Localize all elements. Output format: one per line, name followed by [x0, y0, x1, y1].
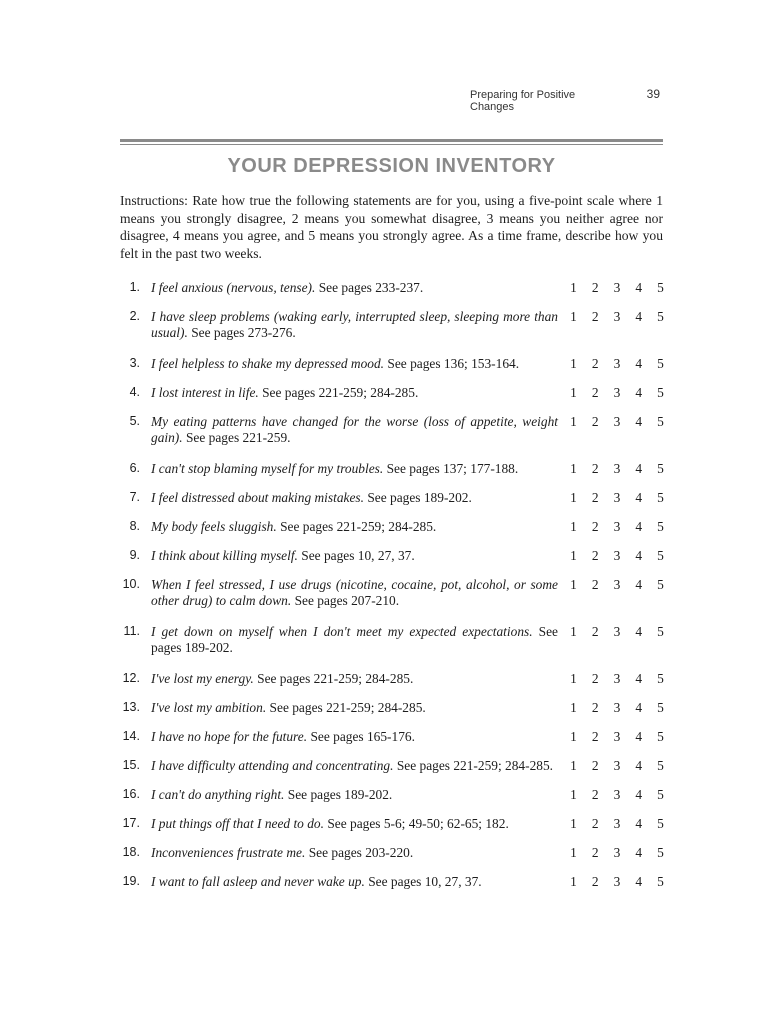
- item-page-reference: See pages 136; 153-164.: [387, 356, 520, 371]
- rating-option[interactable]: 4: [635, 700, 643, 715]
- rating-option[interactable]: 5: [657, 490, 664, 505]
- inventory-item: [120, 700, 665, 716]
- rating-scale: [569, 385, 665, 401]
- item-number: 4.: [129, 385, 140, 399]
- rating-option[interactable]: 1: [570, 816, 577, 831]
- item-statement: I've lost my ambition.: [151, 700, 267, 715]
- item-text: [151, 671, 558, 687]
- rating-option[interactable]: 3: [613, 577, 621, 592]
- item-text: [151, 787, 558, 803]
- rating-scale: [569, 490, 665, 506]
- rating-option[interactable]: 2: [591, 729, 599, 744]
- rating-option[interactable]: 2: [591, 490, 599, 505]
- rating-option[interactable]: 3: [613, 548, 621, 563]
- running-head: [470, 87, 660, 113]
- rating-option[interactable]: 4: [635, 461, 643, 476]
- rating-option[interactable]: 4: [635, 548, 643, 563]
- rating-option[interactable]: 1: [570, 700, 577, 715]
- rating-option[interactable]: 3: [613, 758, 621, 773]
- rating-option[interactable]: 2: [591, 280, 599, 295]
- inventory-title: YOUR DEPRESSION INVENTORY: [227, 155, 556, 177]
- item-statement: I have difficulty attending and concentrating.: [151, 758, 394, 773]
- rating-option[interactable]: 1: [570, 577, 577, 592]
- rating-scale: [569, 309, 665, 325]
- item-page-reference: See pages 165-176.: [310, 729, 415, 744]
- item-text: [151, 816, 558, 832]
- rating-option[interactable]: 5: [657, 758, 664, 773]
- rating-option[interactable]: 1: [570, 874, 577, 889]
- item-text: [151, 519, 558, 535]
- rating-scale: [569, 874, 665, 890]
- rating-option[interactable]: 4: [635, 356, 643, 371]
- inventory-item: [120, 280, 665, 296]
- item-statement: I can't do anything right.: [151, 787, 285, 802]
- rating-option[interactable]: 3: [613, 461, 621, 476]
- item-page-reference: See pages 221-259; 284-285.: [280, 519, 437, 534]
- rating-option[interactable]: 2: [591, 577, 599, 592]
- item-text: [151, 874, 558, 890]
- rating-option[interactable]: 4: [635, 758, 643, 773]
- rating-option[interactable]: 1: [570, 490, 577, 505]
- item-number: 9.: [129, 548, 140, 562]
- rating-option[interactable]: 3: [613, 490, 621, 505]
- rating-option[interactable]: 2: [591, 700, 599, 715]
- rating-option[interactable]: 2: [591, 874, 599, 889]
- rating-option[interactable]: 2: [591, 671, 599, 686]
- inventory-item: [120, 845, 665, 861]
- item-page-reference: See pages 221-259; 284-285.: [269, 700, 426, 715]
- rating-option[interactable]: 5: [657, 624, 664, 639]
- rating-option[interactable]: 1: [570, 461, 577, 476]
- rating-option[interactable]: 2: [591, 356, 599, 371]
- rating-option[interactable]: 2: [591, 845, 599, 860]
- item-statement: I can't stop blaming myself for my troubles.: [151, 461, 384, 476]
- rating-option[interactable]: 1: [570, 671, 577, 686]
- rating-scale: [569, 700, 665, 716]
- rating-option[interactable]: 4: [635, 671, 643, 686]
- rating-option[interactable]: 3: [613, 787, 621, 802]
- inventory-item: [120, 548, 665, 564]
- item-page-reference: See pages 273-276.: [191, 324, 296, 340]
- item-statement: My body feels sluggish.: [151, 519, 277, 534]
- item-page-reference: See pages 221-259; 284-285.: [257, 671, 414, 686]
- item-statement: I get down on myself when I don't meet my expected expectations.: [151, 624, 533, 639]
- item-page-reference: See pages 207-210.: [294, 592, 400, 608]
- item-statement: I want to fall asleep and never wake up.: [151, 874, 365, 889]
- rating-scale: [569, 356, 665, 372]
- rating-option[interactable]: 3: [613, 845, 621, 860]
- rating-option[interactable]: 4: [635, 787, 643, 802]
- item-number: 6.: [129, 461, 140, 475]
- inventory-item: [120, 309, 665, 340]
- item-page-reference: See pages 10, 27, 37.: [368, 874, 482, 889]
- item-page-reference: See pages 189-202.: [287, 787, 393, 802]
- rating-option[interactable]: 1: [570, 624, 577, 639]
- rating-option[interactable]: 5: [657, 729, 664, 744]
- rating-scale: [569, 577, 665, 593]
- rating-option[interactable]: 5: [657, 845, 664, 860]
- rating-option[interactable]: 4: [635, 577, 643, 592]
- inventory-item: [120, 671, 665, 687]
- rating-option[interactable]: 5: [657, 671, 664, 686]
- item-statement: When I feel stressed, I use drugs (nicotine, cocaine, pot, alcohol, or some other drug) to calm down.: [151, 577, 558, 608]
- rating-option[interactable]: 1: [570, 356, 577, 371]
- item-page-reference: See pages 137; 177-188.: [386, 461, 519, 476]
- inventory-item: [120, 414, 665, 445]
- rating-scale: [569, 787, 665, 803]
- instructions: Instructions: Rate how true the following statements are for you, using a five-point scale where 1 means you strongly disagree, 2 means you somewhat disagree, 3 means you neither agree nor disagree, 4 means you agree, and 5 means you strongly agree. As a time frame, describe how you felt in the past two weeks.: [120, 193, 663, 261]
- item-number: 13.: [122, 700, 140, 714]
- rating-option[interactable]: 4: [635, 309, 643, 324]
- inventory-item: [120, 461, 665, 477]
- item-statement: I think about killing myself.: [151, 548, 298, 563]
- item-number: 2.: [129, 309, 140, 323]
- inventory-item: [120, 816, 665, 832]
- rating-option[interactable]: 3: [613, 874, 621, 889]
- rating-option[interactable]: 2: [591, 309, 599, 324]
- rating-scale: [569, 414, 665, 430]
- item-statement: My eating patterns have changed for the worse (loss of appetite, weight gain).: [151, 414, 558, 445]
- item-text: [151, 356, 558, 372]
- rating-option[interactable]: 2: [591, 624, 599, 639]
- rating-option[interactable]: 3: [613, 671, 621, 686]
- rating-option[interactable]: 3: [613, 385, 621, 400]
- rating-option[interactable]: 4: [635, 624, 643, 639]
- item-text: [151, 845, 558, 861]
- rating-option[interactable]: 5: [657, 309, 664, 324]
- rating-option[interactable]: 1: [570, 548, 577, 563]
- item-statement: I put things off that I need to do.: [151, 816, 324, 831]
- item-number: 12.: [122, 671, 140, 685]
- rating-option[interactable]: 1: [570, 385, 577, 400]
- rating-option[interactable]: 5: [657, 816, 664, 831]
- item-number: 5.: [129, 414, 140, 428]
- rating-option[interactable]: 4: [635, 280, 643, 295]
- rating-scale: [569, 729, 665, 745]
- rating-option[interactable]: 1: [570, 280, 577, 295]
- item-page-reference: See pages 221-259; 284-285.: [262, 385, 419, 400]
- item-text: [151, 624, 558, 655]
- rating-scale: [569, 671, 665, 687]
- item-number: 19.: [122, 874, 140, 888]
- item-number: 14.: [122, 729, 140, 743]
- rating-option[interactable]: 2: [591, 519, 599, 534]
- item-text: [151, 729, 558, 745]
- rating-option[interactable]: 2: [591, 385, 599, 400]
- rating-scale: [569, 548, 665, 564]
- page-number: 39: [646, 87, 660, 101]
- rating-option[interactable]: 5: [657, 414, 664, 429]
- item-statement: I've lost my energy.: [151, 671, 254, 686]
- inventory-item: [120, 385, 665, 401]
- inventory-item: [120, 758, 665, 774]
- item-statement: Inconveniences frustrate me.: [151, 845, 306, 860]
- inventory-item: [120, 787, 665, 803]
- item-statement: I feel distressed about making mistakes.: [151, 490, 364, 505]
- item-number: 3.: [129, 356, 140, 370]
- inventory-item: [120, 490, 665, 506]
- rating-option[interactable]: 3: [613, 700, 621, 715]
- item-number: 18.: [122, 845, 140, 859]
- item-number: 17.: [122, 816, 140, 830]
- item-page-reference: See pages 5-6; 49-50; 62-65; 182.: [327, 816, 509, 831]
- rating-option[interactable]: 4: [635, 519, 643, 534]
- rating-option[interactable]: 4: [635, 414, 643, 429]
- item-page-reference: See pages 10, 27, 37.: [301, 548, 415, 563]
- inventory-item: [120, 519, 665, 535]
- rating-option[interactable]: 1: [570, 309, 577, 324]
- item-text: [151, 577, 558, 608]
- rating-scale: [569, 280, 665, 296]
- item-number: 1.: [129, 280, 140, 294]
- rating-option[interactable]: 3: [613, 414, 621, 429]
- item-number: 10.: [122, 577, 140, 591]
- item-statement: I feel anxious (nervous, tense).: [151, 280, 316, 295]
- rating-option[interactable]: 5: [657, 519, 664, 534]
- rating-option[interactable]: 3: [613, 624, 621, 639]
- item-statement: I feel helpless to shake my depressed mood.: [151, 356, 385, 371]
- item-text: [151, 461, 558, 477]
- running-head-title: Preparing for Positive Changes: [470, 89, 576, 113]
- item-number: 16.: [122, 787, 140, 801]
- inventory-item: [120, 356, 665, 372]
- rating-option[interactable]: 5: [657, 577, 664, 592]
- rating-option[interactable]: 5: [657, 461, 664, 476]
- item-statement: I have no hope for the future.: [151, 729, 308, 744]
- rating-scale: [569, 758, 665, 774]
- item-number: 15.: [122, 758, 140, 772]
- item-page-reference: See pages 221-259; 284-285.: [396, 758, 554, 773]
- rating-option[interactable]: 5: [657, 874, 664, 889]
- item-text: [151, 758, 558, 774]
- rating-option[interactable]: 1: [570, 519, 577, 534]
- item-text: [151, 490, 558, 506]
- rating-option[interactable]: 2: [591, 816, 599, 831]
- rating-scale: [569, 461, 665, 477]
- item-text: [151, 414, 558, 445]
- rating-option[interactable]: 4: [635, 490, 643, 505]
- rating-option[interactable]: 3: [613, 356, 621, 371]
- rating-option[interactable]: 1: [570, 787, 577, 802]
- rating-option[interactable]: 5: [657, 548, 664, 563]
- rating-option[interactable]: 1: [570, 729, 577, 744]
- rating-option[interactable]: 3: [613, 280, 621, 295]
- inventory-item: [120, 874, 665, 890]
- title-rule-thick: [120, 139, 663, 142]
- rating-option[interactable]: 2: [591, 758, 599, 773]
- rating-option[interactable]: 3: [613, 729, 621, 744]
- rating-option[interactable]: 5: [657, 356, 664, 371]
- rating-scale: [569, 816, 665, 832]
- rating-option[interactable]: 4: [635, 845, 643, 860]
- item-page-reference: See pages 233-237.: [318, 280, 424, 295]
- item-text: [151, 280, 558, 296]
- item-number: 8.: [129, 519, 140, 533]
- item-page-reference: See pages 189-202.: [151, 624, 558, 655]
- rating-option[interactable]: 1: [570, 845, 577, 860]
- rating-option[interactable]: 2: [591, 787, 599, 802]
- title-rule-thin: [120, 144, 663, 145]
- item-text: [151, 700, 558, 716]
- item-number: 11.: [123, 624, 140, 638]
- rating-scale: [569, 845, 665, 861]
- item-page-reference: See pages 221-259.: [185, 429, 291, 445]
- rating-option[interactable]: 4: [635, 874, 643, 889]
- item-statement: I lost interest in life.: [151, 385, 259, 400]
- rating-option[interactable]: 1: [570, 414, 577, 429]
- inventory-item: [120, 624, 665, 655]
- rating-option[interactable]: 4: [635, 729, 643, 744]
- rating-option[interactable]: 5: [657, 280, 664, 295]
- rating-option[interactable]: 2: [591, 461, 599, 476]
- inventory-item: [120, 729, 665, 745]
- rating-option[interactable]: 4: [635, 816, 643, 831]
- rating-option[interactable]: 3: [613, 816, 621, 831]
- item-page-reference: See pages 203-220.: [308, 845, 414, 860]
- item-number: 7.: [129, 490, 140, 504]
- item-statement: I have sleep problems (waking early, interrupted sleep, sleeping more than usual).: [151, 309, 558, 340]
- rating-option[interactable]: 4: [635, 385, 643, 400]
- rating-option[interactable]: 2: [591, 414, 599, 429]
- rating-scale: [569, 519, 665, 535]
- rating-option[interactable]: 3: [613, 309, 621, 324]
- inventory-item: [120, 577, 665, 608]
- rating-option[interactable]: 5: [657, 700, 664, 715]
- rating-option[interactable]: 2: [591, 548, 599, 563]
- rating-option[interactable]: 5: [657, 787, 664, 802]
- item-text: [151, 548, 558, 564]
- item-page-reference: See pages 189-202.: [367, 490, 472, 505]
- rating-option[interactable]: 1: [570, 758, 577, 773]
- rating-scale: [569, 624, 665, 640]
- rating-option[interactable]: 3: [613, 519, 621, 534]
- rating-option[interactable]: 5: [657, 385, 664, 400]
- item-text: [151, 309, 558, 340]
- item-text: [151, 385, 558, 401]
